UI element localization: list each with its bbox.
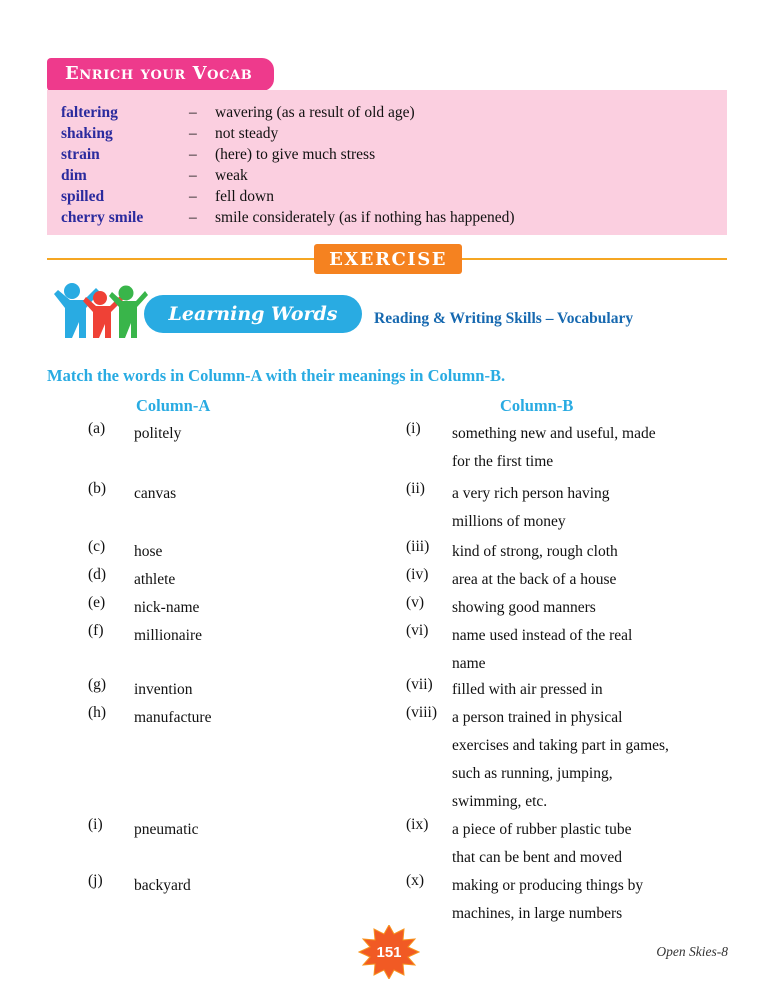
item-text	[452, 420, 726, 476]
item-text-line: swimming, etc.	[452, 793, 548, 810]
vocab-term: shaking	[61, 125, 113, 142]
vocab-definition: fell down	[215, 188, 274, 205]
item-text-line: machines, in large numbers	[452, 905, 623, 922]
item-marker: (v)	[406, 594, 425, 611]
item-text-line: something new and useful, made	[452, 425, 656, 442]
item-text: pneumatic	[134, 821, 199, 838]
item-marker: (c)	[88, 538, 106, 555]
item-text-line: for the first time	[452, 453, 554, 470]
item-text-line: exercises and taking part in games,	[452, 737, 669, 754]
item-text: nick-name	[134, 599, 200, 616]
item-text	[452, 594, 726, 622]
vocab-definition: weak	[215, 167, 248, 184]
vocab-dash: –	[189, 125, 197, 142]
column-b-item[interactable]	[406, 420, 726, 476]
vocab-term: spilled	[61, 188, 105, 205]
vocab-dash: –	[189, 104, 197, 121]
column-a-heading: Column-A	[136, 396, 211, 415]
item-text-line: making or producing things by	[452, 877, 644, 894]
column-b-item[interactable]	[406, 566, 726, 594]
column-a-item[interactable]	[88, 704, 408, 732]
page-number: 151	[376, 943, 402, 961]
item-text-line: millions of money	[452, 513, 566, 530]
item-text: hose	[134, 543, 163, 560]
item-marker: (h)	[88, 704, 107, 721]
book-name-footer: Open Skies-8	[656, 944, 728, 959]
item-marker: (x)	[406, 872, 425, 889]
item-text-line: filled with air pressed in	[452, 681, 603, 698]
vocab-definition: (here) to give much stress	[215, 146, 376, 163]
item-marker: (a)	[88, 420, 106, 437]
vocab-definition: smile considerately (as if nothing has happened)	[215, 209, 515, 226]
item-text-line: a person trained in physical	[452, 709, 623, 726]
column-b-item[interactable]	[406, 676, 726, 704]
item-text: politely	[134, 425, 182, 442]
item-marker: (iv)	[406, 566, 429, 583]
item-marker: (b)	[88, 480, 107, 497]
item-marker: (d)	[88, 566, 107, 583]
item-text	[452, 566, 726, 594]
vocab-term: faltering	[61, 104, 118, 121]
column-b-item[interactable]	[406, 704, 726, 816]
item-marker: (viii)	[406, 704, 437, 721]
column-a-item[interactable]	[88, 872, 408, 900]
column-b-item[interactable]	[406, 594, 726, 622]
vocab-term: cherry smile	[61, 209, 144, 226]
item-text: millionaire	[134, 627, 203, 644]
vocab-entry	[61, 209, 727, 227]
vocab-dash: –	[189, 188, 197, 205]
item-marker: (e)	[88, 594, 106, 611]
vocab-dash: –	[189, 167, 197, 184]
item-text	[452, 872, 726, 928]
skill-line: Reading & Writing Skills – Vocabulary	[374, 310, 634, 327]
vocab-term: dim	[61, 167, 87, 184]
column-a-item[interactable]	[88, 594, 408, 622]
item-text-line: a very rich person having	[452, 485, 610, 502]
item-marker: (i)	[406, 420, 421, 437]
column-b-item[interactable]	[406, 872, 726, 928]
vocab-entry	[61, 167, 727, 185]
column-a-item[interactable]	[88, 538, 408, 566]
item-text: athlete	[134, 571, 176, 588]
item-text: backyard	[134, 877, 191, 894]
item-text	[452, 704, 726, 816]
people-illustration-icon	[50, 280, 150, 342]
item-text: manufacture	[134, 709, 212, 726]
column-a-item[interactable]	[88, 566, 408, 594]
column-a-item[interactable]	[88, 622, 408, 650]
enrich-your-vocab-header: Enrich your Vocab	[47, 58, 274, 91]
column-b-item[interactable]	[406, 538, 726, 566]
match-instruction: Match the words in Column-A with their meanings in Column-B.	[47, 366, 506, 385]
column-a-item[interactable]	[88, 420, 408, 448]
vocabulary-box	[47, 90, 727, 235]
item-marker: (vi)	[406, 622, 429, 639]
item-marker: (j)	[88, 872, 103, 889]
vocab-entry	[61, 125, 727, 143]
item-text-line: name	[452, 655, 486, 672]
vocab-entry	[61, 188, 727, 206]
vocab-dash: –	[189, 146, 197, 163]
column-b-heading: Column-B	[500, 396, 574, 415]
item-text	[452, 676, 726, 704]
item-text-line: such as running, jumping,	[452, 765, 613, 782]
column-a-item[interactable]	[88, 480, 408, 508]
item-text: invention	[134, 681, 193, 698]
vocab-dash: –	[189, 209, 197, 226]
item-marker: (g)	[88, 676, 107, 693]
item-text	[452, 480, 726, 536]
item-text	[452, 538, 726, 566]
item-text-line: showing good manners	[452, 599, 596, 616]
item-marker: (iii)	[406, 538, 430, 555]
item-marker: (vii)	[406, 676, 433, 693]
item-marker: (f)	[88, 622, 104, 639]
learning-words-badge: Learning Words	[144, 295, 362, 333]
column-a-item[interactable]	[88, 676, 408, 704]
item-text-line: area at the back of a house	[452, 571, 617, 588]
item-marker: (ix)	[406, 816, 429, 833]
item-text	[452, 816, 726, 872]
item-marker: (ii)	[406, 480, 425, 497]
item-text: canvas	[134, 485, 177, 502]
column-b-item[interactable]	[406, 622, 726, 678]
vocab-definition: not steady	[215, 125, 279, 142]
column-b-item[interactable]	[406, 816, 726, 872]
vocab-entry	[61, 104, 727, 122]
column-b-item[interactable]	[406, 480, 726, 536]
vocab-definition: wavering (as a result of old age)	[215, 104, 415, 121]
vocab-term: strain	[61, 146, 100, 163]
item-marker: (i)	[88, 816, 103, 833]
item-text-line: name used instead of the real	[452, 627, 633, 644]
item-text-line: kind of strong, rough cloth	[452, 543, 618, 560]
exercise-badge: EXERCISE	[314, 244, 462, 274]
column-a-item[interactable]	[88, 816, 408, 844]
item-text	[452, 622, 726, 678]
item-text-line: a piece of rubber plastic tube	[452, 821, 632, 838]
item-text-line: that can be bent and moved	[452, 849, 623, 866]
vocab-entry	[61, 146, 727, 164]
